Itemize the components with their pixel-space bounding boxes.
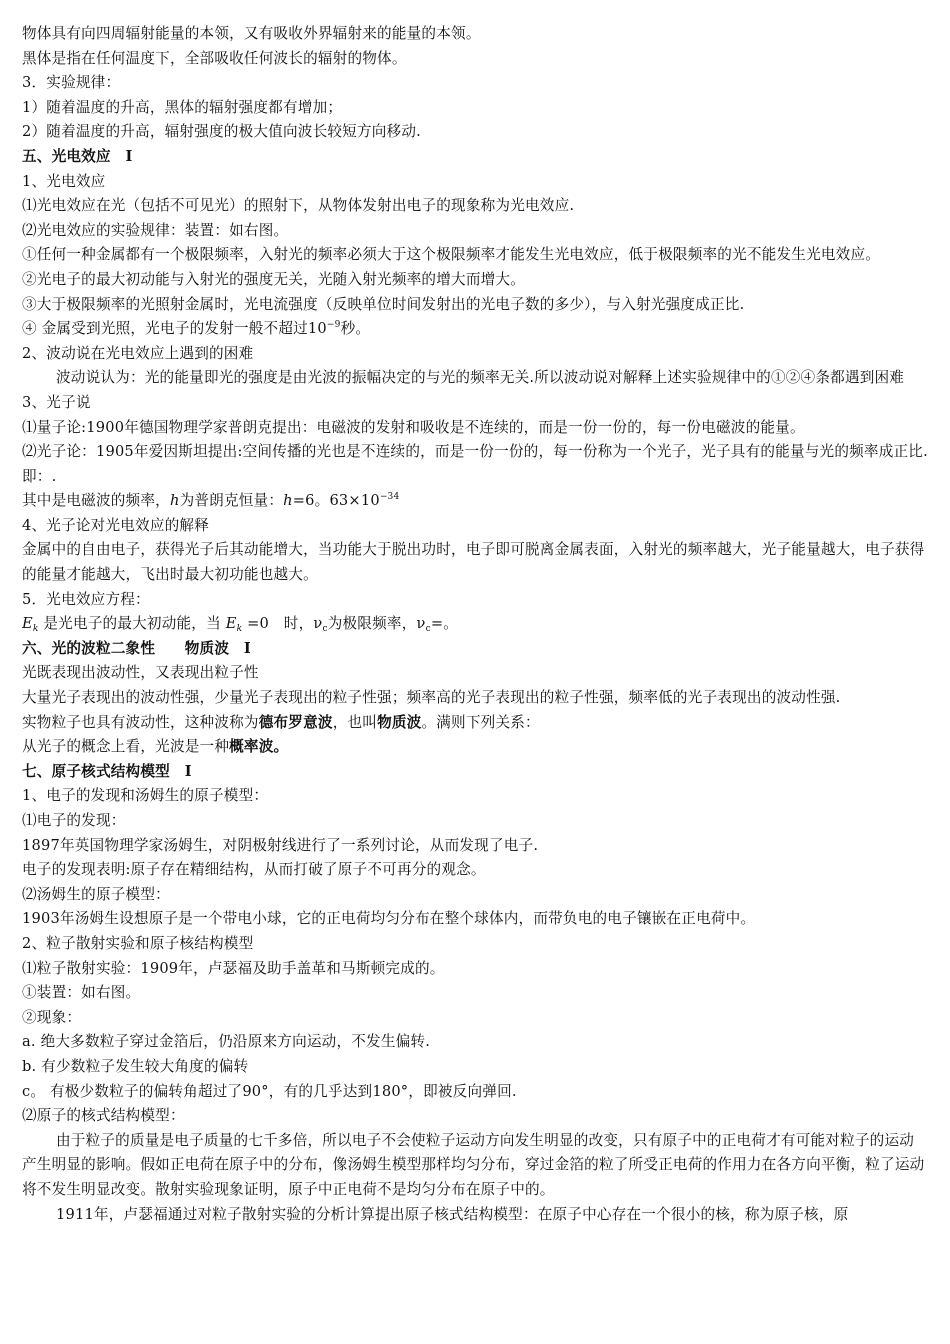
text-line: ⑵光电效应的实验规律：装置：如右图。 bbox=[22, 221, 289, 239]
text-line: ⑴粒子散射实验：1909年，卢瑟福及助手盖革和马斯顿完成的。 bbox=[22, 959, 445, 977]
debroglie-term: 德布罗意波 bbox=[258, 713, 333, 731]
emission-exponent: −9 bbox=[326, 320, 341, 331]
planck-exponent: −34 bbox=[379, 492, 400, 503]
probability-wave-term: 概率波。 bbox=[229, 738, 289, 756]
text-line: 物体具有向四周辐射能量的本领，又有吸收外界辐射来的能量的本领。 bbox=[22, 25, 481, 42]
text-line: 1897年英国物理学家汤姆生，对阴极射线进行了一系列讨论，从而发现了电子. bbox=[22, 836, 539, 854]
text-paragraph: 金属中的自由电子，获得光子后其动能增大，当功能大于脱出功时，电子即可脱离金属表面，入射光的频率越大，光子能量越大，电子获得的能量才能越大，飞出时最大初功能也越大。 bbox=[22, 541, 925, 584]
text-line: ⑴光电效应在光（包括不可见光）的照射下，从物体发射出电子的现象称为光电效应. bbox=[22, 197, 575, 215]
de-broglie-line bbox=[22, 711, 928, 736]
text-line: 5．光电效应方程： bbox=[22, 590, 150, 608]
text-line: 3、光子说 bbox=[22, 393, 91, 411]
text-line: 1、光电效应 bbox=[22, 172, 106, 190]
text-paragraph: 由于粒子的质量是电子质量的七千多倍，所以电子不会使粒子运动方向发生明显的改变，只有原子中的正电荷才有可能对粒子的运动产生明显的影响。假如正电荷在原子中的分布，像汤姆生模型那样均匀分布，穿过金箔的粒了所受正电荷的作用力在各方向平衡，粒了运动将不发生明显改变。散射实验现象证明，原子中正电荷不是均匀分布在原子中的。 bbox=[22, 1131, 925, 1198]
matter-wave-term: 物质波 bbox=[377, 713, 422, 731]
emission-unit: 秒。 bbox=[340, 320, 371, 338]
text-line: ⑴电子的发现： bbox=[22, 812, 126, 829]
text-line: ②光电子的最大初动能与入射光的强度无关，光随入射光频率的增大而增大。 bbox=[22, 270, 525, 288]
ek-symbol: E bbox=[225, 615, 237, 633]
planck-constant-line bbox=[22, 489, 928, 514]
planck-text: 为普朗克恒量： bbox=[179, 492, 284, 510]
text-line: 4、光子论对光电效应的解释 bbox=[22, 516, 210, 534]
planck-text: 其中是电磁波的频率， bbox=[22, 492, 170, 510]
planck-value: =6。63×10 bbox=[292, 492, 380, 510]
text-line: 1）随着温度的升高，黑体的辐射强度都有增加； bbox=[22, 98, 343, 116]
debroglie-text: 实物粒子也具有波动性，这种波称为 bbox=[22, 713, 259, 731]
equation-text: 是光电子的最大初动能，当 bbox=[38, 615, 226, 633]
ek-subscript: k bbox=[236, 624, 243, 635]
text-line: b. 有少数粒子发生较大角度的偏转 bbox=[22, 1057, 249, 1075]
section-heading: 五、光电效应 Ⅰ bbox=[22, 147, 133, 165]
ek-subscript: k bbox=[32, 624, 39, 635]
text-line: ③大于极限频率的光照射金属时，光电流强度（反映单位时间发射出的光电子数的多少），与入射光强度成正比. bbox=[22, 295, 745, 313]
nu-subscript: c bbox=[322, 624, 328, 635]
equation-text: =0 时，ν bbox=[242, 615, 323, 633]
text-line: ⑵原子的核式结构模型： bbox=[22, 1107, 185, 1125]
debroglie-text: 。满则下列关系： bbox=[421, 713, 540, 731]
planck-symbol: h bbox=[283, 492, 293, 510]
text-line: 1911年，卢瑟福通过对粒子散射实验的分析计算提出原子核式结构模型：在原子中心存在一个很小的核，称为原子核，原 bbox=[56, 1205, 849, 1223]
prob-text: 从光子的概念上看，光波是一种 bbox=[22, 738, 230, 756]
text-paragraph: 大量光子表现出的波动性强，少量光子表现出的粒子性强；频率高的光子表现出的粒子性强，频率低的光子表现出的波动性强. bbox=[22, 689, 841, 707]
probability-wave-line bbox=[22, 735, 928, 760]
photoelectric-equation-line bbox=[22, 612, 928, 637]
text-line: ①装置：如右图。 bbox=[22, 984, 141, 1002]
text-line: c。 有极少数粒子的偏转角超过了90°，有的几乎达到180°，即被反向弹回. bbox=[22, 1082, 517, 1100]
emission-text: ④ 金属受到光照，光电子的发射一般不超过10 bbox=[22, 320, 327, 338]
equation-text: =。 bbox=[430, 615, 459, 633]
section-heading: 六、光的波粒二象性 物质波 Ⅰ bbox=[22, 639, 251, 657]
text-line: 1903年汤姆生设想原子是一个带电小球，它的正电荷均匀分布在整个球体内，而带负电的电子镶嵌在正电荷中。 bbox=[22, 910, 756, 928]
text-line: 光既表现出波动性，又表现出粒子性 bbox=[22, 664, 259, 682]
text-line: 黑体是指在任何温度下，全部吸收任何波长的辐射的物体。 bbox=[22, 49, 407, 67]
ek-symbol: E bbox=[22, 615, 33, 633]
text-line: 2）随着温度的升高，辐射强度的极大值向波长较短方向移动. bbox=[22, 123, 421, 141]
emission-limit-line bbox=[22, 317, 928, 342]
nu-subscript: c bbox=[425, 624, 431, 635]
planck-symbol: h bbox=[169, 492, 180, 510]
text-paragraph: ⑵光子论：1905年爱因斯坦提出:空间传播的光也是不连续的，而是一份一份的，每一份称为一个光子，光子具有的能量与光的频率成正比.即：. bbox=[22, 443, 928, 485]
text-line: ⑵汤姆生的原子模型： bbox=[22, 885, 170, 903]
text-line: ⑴量子论:1900年德国物理学家普朗克提出：电磁波的发射和吸收是不连续的，而是一份一份的，每一份电磁波的能量。 bbox=[22, 418, 805, 436]
debroglie-text: ，也叫 bbox=[332, 713, 378, 731]
text-paragraph: ①任何一种金属都有一个极限频率，入射光的频率必须大于这个极限频率才能发生光电效应，低于极限频率的光不能发生光电效应。 bbox=[22, 246, 881, 264]
text-paragraph: 波动说认为：光的能量即光的强度是由光波的振幅决定的与光的频率无关.所以波动说对解释上述实验规律中的①②④条都遇到困难 bbox=[56, 369, 905, 387]
text-line: 电子的发现表明:原子存在精细结构，从而打破了原子不可再分的观念。 bbox=[22, 861, 486, 879]
text-line: ②现象： bbox=[22, 1008, 82, 1026]
section-heading: 七、原子核式结构模型 Ⅰ bbox=[22, 762, 192, 780]
text-line: 2、波动说在光电效应上遇到的困难 bbox=[22, 344, 254, 362]
text-line: 1、电子的发现和汤姆生的原子模型： bbox=[22, 787, 269, 805]
equation-text: 为极限频率，ν bbox=[327, 615, 426, 633]
text-line: a. 绝大多数粒子穿过金箔后，仍沿原来方向运动，不发生偏转. bbox=[22, 1033, 431, 1051]
text-line: 3．实验规律： bbox=[22, 74, 121, 92]
text-line: 2、粒子散射实验和原子核结构模型 bbox=[22, 934, 254, 952]
